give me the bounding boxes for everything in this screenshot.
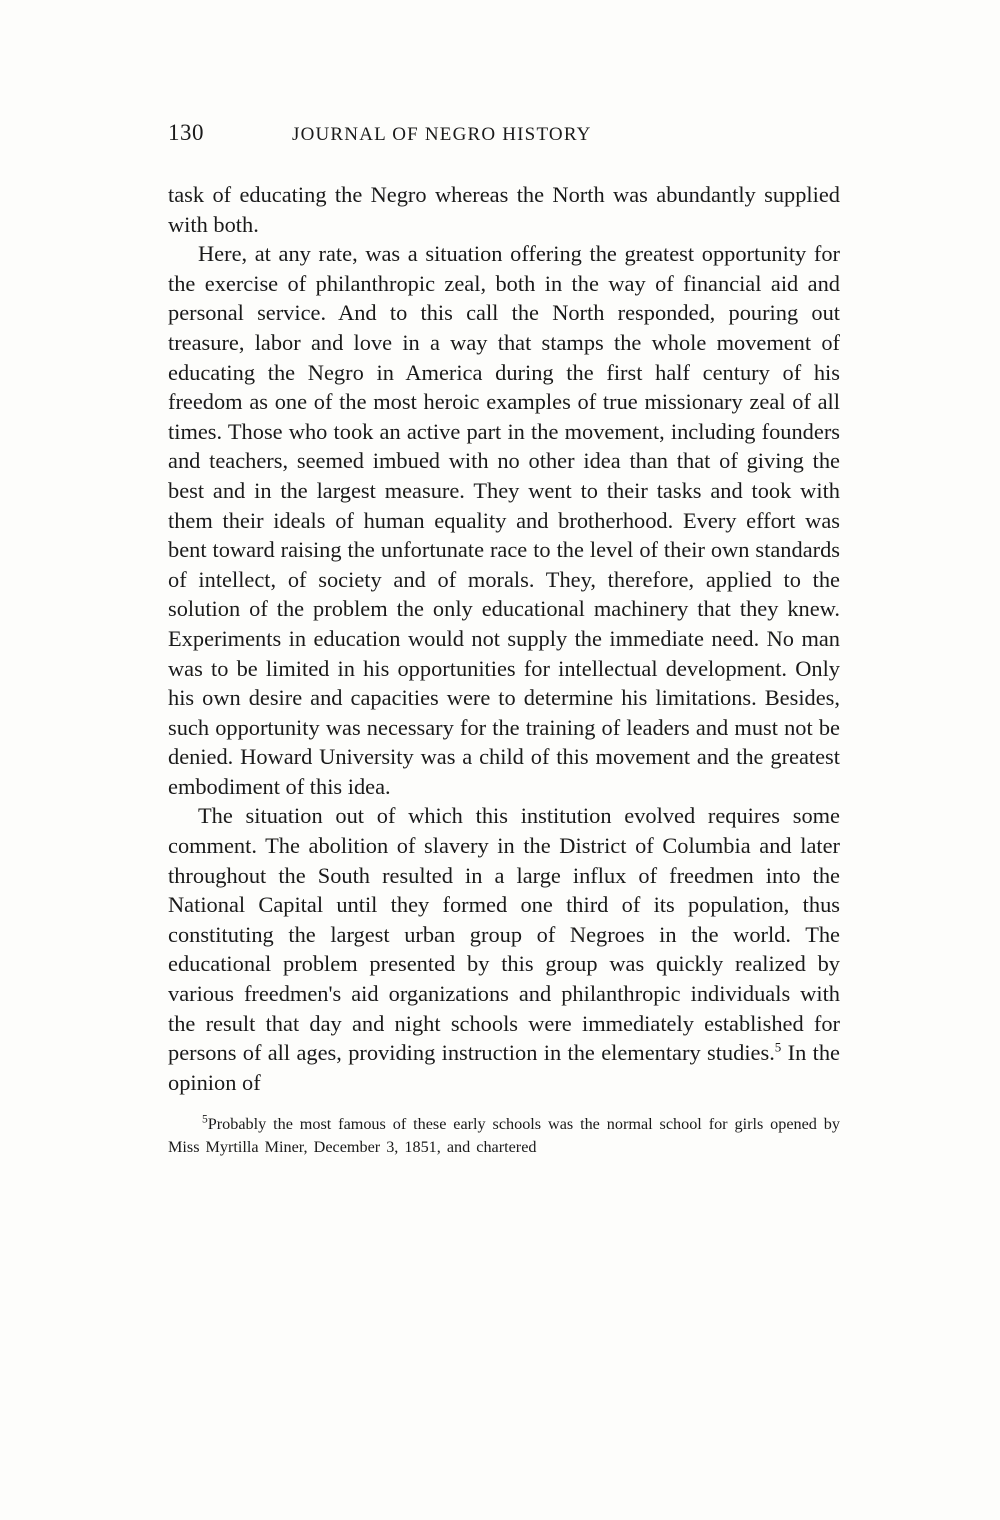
paragraph-2: Here, at any rate, was a situation offering the greatest opportunity for the exercise of philanthropic zeal, both in the way of financial aid and personal service. And to this call the North responded, pouring out treasure, labor and love in a way that stamps the whole movement of educating the Negro in America during the first half century of his freedom as one of the most heroic examples of true missionary zeal of all times. Those who took an active part in the movement, including founders and teachers, seemed imbued with no other idea than that of giving the best and in the largest measure. They went to their tasks and took with them their ideals of human equality and brotherhood. Every effort was bent toward raising the unfortunate race to the level of their own standards of intellect, of society and of morals. They, therefore, applied to the solution of the problem the only educational machinery that they knew. Experiments in education would not supply the immediate need. No man was to be limited in his opportunities for intellectual development. Only his own desire and capacities were to determine his limitations. Besides, such opportunity was necessary for the training of leaders and must not be denied. Howard University was a child of this movement and the greatest embodiment of this idea. xyxy=(168,241,840,799)
paragraph-3-text-after: In the opinion of xyxy=(168,1040,840,1095)
footnote-block xyxy=(168,1113,840,1159)
footnote-marker: 5 xyxy=(202,1114,208,1127)
paragraph-3-text: The situation out of which this institution evolved requires some comment. The abolition of slavery in the District of Columbia and later throughout the South resulted in a large influx of freedmen into the National Capital until they formed one third of its population, thus constituting the largest urban group of Negroes in the world. The educational problem presented by this group was quickly realized by various freedmen's aid organizations and philanthropic individuals with the result that day and night schools were immediately established for persons of all ages, providing instruction in the elementary studies. xyxy=(168,803,840,1066)
paragraph-3 xyxy=(168,801,840,1097)
footnote-5 xyxy=(168,1113,840,1159)
page-number: 130 xyxy=(168,120,204,145)
page-content xyxy=(168,120,840,1159)
running-head: JOURNAL OF NEGRO HISTORY xyxy=(292,124,592,145)
footnote-text: Probably the most famous of these early schools was the normal school for girls opened by Miss Myrtilla Miner, December 3, 1851, and chartered xyxy=(168,1115,840,1157)
footnote-reference-5[interactable]: 5 xyxy=(774,1039,782,1055)
page-header xyxy=(168,120,840,154)
paragraph-1: task of educating the Negro whereas the North was abundantly supplied with both. xyxy=(168,182,840,237)
